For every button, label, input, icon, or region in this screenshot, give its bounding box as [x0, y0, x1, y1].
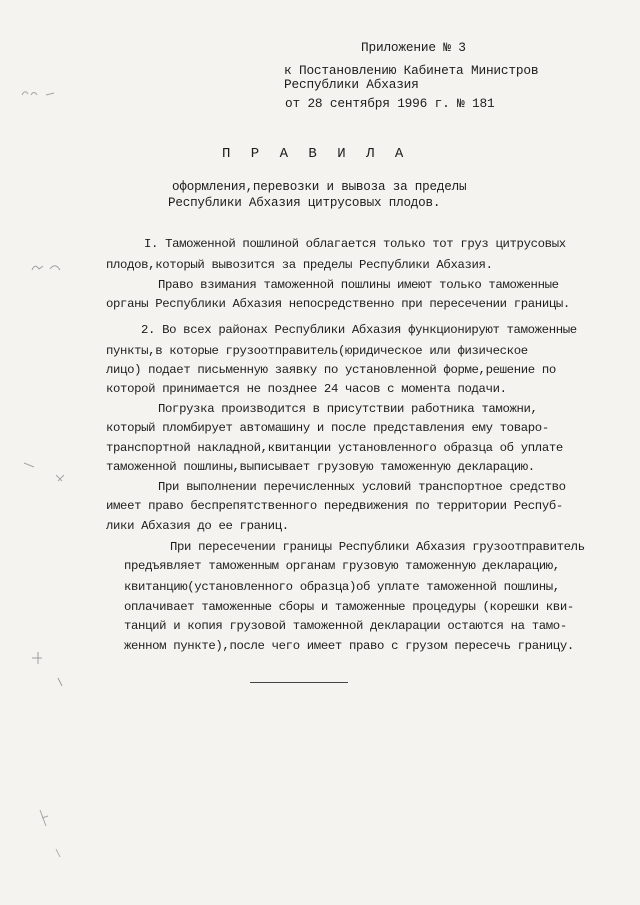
header-line-3: от 28 сентября 1996 г. № 181 [285, 96, 495, 111]
subtitle-line-2: Республики Абхазия цитрусовых плодов. [168, 196, 441, 210]
body-line: который пломбирует автомашину и после представления ему товаро- [106, 421, 549, 435]
body-line: оплачивает таможенные сборы и таможенные процедуры (корешки кви- [124, 600, 574, 614]
body-line: транспортной накладной,квитанции установленного образца об уплате [106, 441, 563, 455]
header-line-2: Республики Абхазия [284, 77, 419, 92]
body-line: которой принимается не позднее 24 часов с момента подачи. [106, 382, 507, 396]
margin-scan-mark [28, 648, 72, 688]
margin-scan-mark [34, 806, 54, 830]
header-line-1: к Постановлению Кабинета Министров [284, 63, 539, 78]
body-line: При выполнении перечисленных условий транспортное средство [158, 480, 566, 494]
body-line: пункты,в которые грузоотправитель(юридическое или физическое [106, 344, 528, 358]
body-line: женном пункте),после чего имеет право с грузом пересечь границу. [124, 639, 574, 653]
margin-scan-mark [20, 86, 60, 100]
body-line: лики Абхазия до ее границ. [106, 519, 289, 533]
body-line: органы Республики Абхазия непосредственно при пересечении границы. [106, 297, 570, 311]
body-line: При пересечении границы Республики Абхазия грузоотправитель [170, 540, 585, 554]
document-title: П Р А В И Л А [222, 146, 410, 162]
body-line: таможенной пошлины,выписывает грузовую таможенную декларацию. [106, 460, 535, 474]
end-rule-divider [250, 682, 348, 683]
body-line: танций и копия грузовой таможенной декларации остаются на тамо- [124, 619, 567, 633]
appendix-label: Приложение № 3 [361, 40, 466, 55]
body-line: имеет право беспрепятственного передвижения по территории Респуб- [106, 499, 563, 513]
body-line: предъявляет таможенным органам грузовую таможенную декларацию, [124, 559, 560, 573]
margin-scan-mark [52, 845, 68, 861]
margin-scan-mark [20, 455, 70, 483]
subtitle-line-1: оформления,перевозки и вывоза за пределы [172, 180, 467, 194]
body-line: I. Таможенной пошлиной облагается только тот груз цитрусовых [144, 237, 566, 251]
body-line: 2. Во всех районах Республики Абхазия функционируют таможенные [141, 323, 577, 337]
body-line: Погрузка производится в присутствии работника таможни, [158, 402, 538, 416]
margin-scan-mark [30, 260, 70, 276]
body-line: Право взимания таможенной пошлины имеют только таможенные [158, 278, 559, 292]
body-line: лицо) подает письменную заявку по установленной форме,решение по [106, 363, 556, 377]
body-line: квитанцию(установленного образца)об уплате таможенной пошлины, [124, 580, 560, 594]
body-line: плодов,который вывозится за пределы Республики Абхазия. [106, 258, 493, 272]
